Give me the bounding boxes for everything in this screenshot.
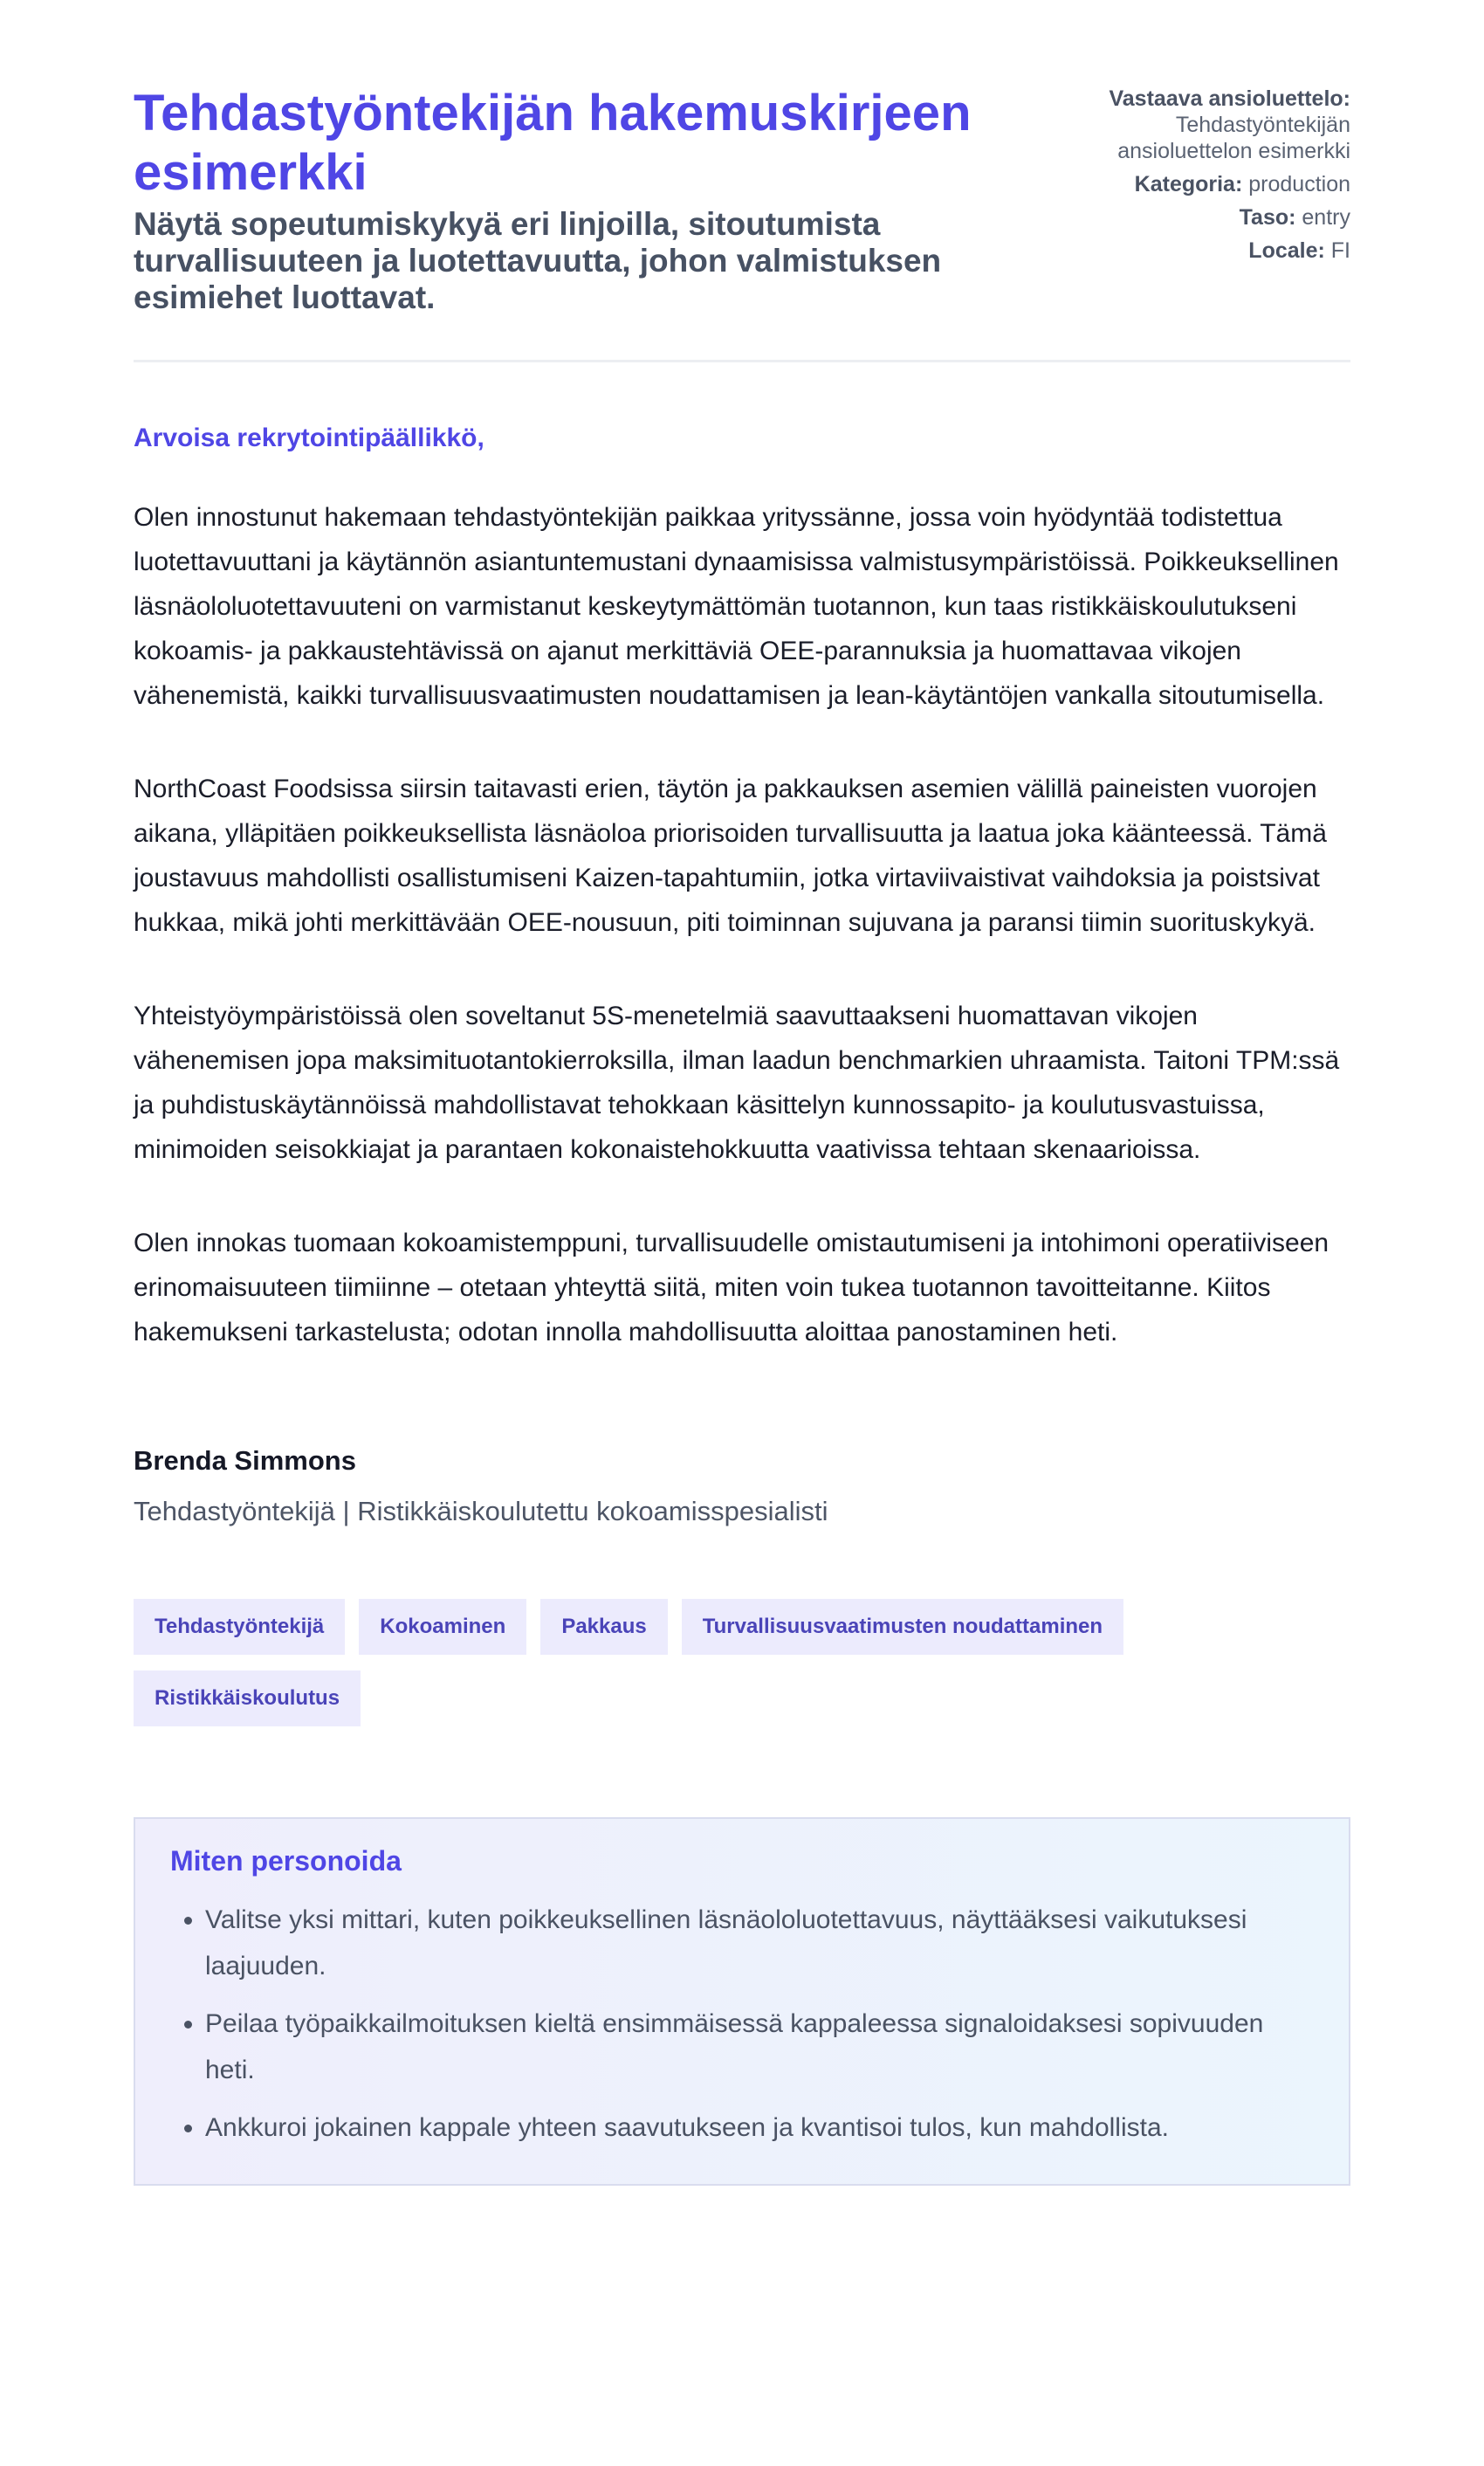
meta-locale (1062, 238, 1350, 264)
page-title: Tehdastyöntekijän hakemuskirjeen esimerkki (134, 85, 972, 201)
tip-item: • Ankkuroi jokainen kappale yhteen saavutukseen ja kvantisoi tulos, kun mahdollista. (205, 2104, 1314, 2151)
tip-item: • Valitse yksi mittari, kuten poikkeuksellinen läsnäololuotettavuus, näyttääksesi vaikutuksesi laajuuden. (205, 1897, 1314, 1989)
meta-category-value: production (1248, 172, 1350, 196)
meta-category-label: Kategoria: (1134, 172, 1243, 196)
tips-list (170, 1897, 1314, 2151)
letter-paragraph: Olen innokas tuomaan kokoamistemppuni, turvallisuudelle omistautumiseni ja intohimoni operatiiviseen erinomaisuuteen tiimiinne – otetaan yhteyttä siitä, miten voin tukea tuotannon tavoitteitanne. Kiitos hakemukseni tarkastelusta; odotan innolla mahdollisuutta aloittaa panostaminen heti. (134, 1229, 1329, 1347)
tip-item: • Peilaa työpaikkailmoituksen kieltä ensimmäisessä kappaleessa signaloidaksesi sopivuuden heti. (205, 2001, 1314, 2093)
tag-chip[interactable]: Pakkaus (540, 1599, 667, 1655)
letter-greeting: Arvoisa rekrytointipäällikkö, (134, 424, 484, 452)
page-header (134, 84, 1350, 362)
tag-chip[interactable]: Turvallisuusvaatimusten noudattaminen (682, 1599, 1123, 1655)
meta-level (1062, 204, 1350, 231)
personalization-tips-box (134, 1817, 1350, 2186)
tag-chip[interactable]: Kokoaminen (359, 1599, 526, 1655)
tag-list (134, 1599, 1350, 1726)
letter-paragraph: Yhteistyöympäristöissä olen soveltanut 5S-menetelmiä saavuttaakseni huomattavan vikojen vähenemisen jopa maksimituotantokierroksilla, ilman laadun benchmarkien uhraamista. Taitoni TPM:ssä ja puhdistuskäytännöissä mahdollistavat tehokkaan käsittelyn kunnossapito- ja koulutusvastuissa, minimoiden seisokkiajat ja parantaen kokonaistehokkuutta vaativissa tehtaan skenaarioissa. (134, 1002, 1340, 1164)
meta-level-value: entry (1302, 205, 1350, 230)
letter-body (134, 495, 1350, 1354)
meta-resume-label: Vastaava ansioluettelo: (1109, 86, 1350, 111)
signature-title: Tehdastyöntekijä | Ristikkäiskoulutettu kokoamisspesialisti (134, 1496, 828, 1526)
meta-locale-label: Locale: (1248, 238, 1325, 263)
meta-category (1062, 171, 1350, 197)
meta-locale-value: FI (1330, 238, 1350, 263)
meta-matching-resume (1062, 86, 1350, 164)
meta-resume-link[interactable]: Tehdastyöntekijän ansioluettelon esimerkki (1117, 113, 1350, 163)
letter-paragraph: NorthCoast Foodsissa siirsin taitavasti erien, täytön ja pakkauksen asemien välillä paineisten vuorojen aikana, ylläpitäen poikkeuksellista läsnäoloa priorisoiden turvallisuutta ja laatua joka käänteessä. Tämä joustavuus mahdollisti osallistumiseni Kaizen-tapahtumiin, jotka virtaviivaistivat vaihdoksia ja poistsivat hukkaa, mikä johti merkittävään OEE-nousuun, piti toiminnan sujuvana ja paransi tiimin suorituskykyä. (134, 775, 1327, 937)
letter-paragraph: Olen innostunut hakemaan tehdastyöntekijän paikkaa yrityssänne, jossa voin hyödyntää todistettua luotettavuuttani ja käytännön asiantuntemustani dynaamisissa valmistusympäristöissä. Poikkeuksellinen läsnäololuotettavuuteni on varmistanut keskeytymättömän tuotannon, kun taas ristikkäiskoulutukseni kokoamis- ja pakkaustehtävissä on ajanut merkittäviä OEE-parannuksia ja huomattavaa vikojen vähenemistä, kaikki turvallisuusvaatimusten noudattamisen ja lean-käytäntöjen vankalla sitoutumisella. (134, 503, 1339, 710)
page-subtitle: Näytä sopeutumiskykyä eri linjoilla, sitoutumista turvallisuuteen ja luotettavuutta, johon valmistuksen esimiehet luottavat. (134, 206, 942, 315)
meta-level-label: Taso: (1239, 205, 1296, 230)
tag-chip[interactable]: Tehdastyöntekijä (134, 1599, 345, 1655)
signature-block (134, 1445, 1350, 1527)
tag-chip[interactable]: Ristikkäiskoulutus (134, 1670, 361, 1726)
metadata-panel (1062, 84, 1350, 271)
signature-name: Brenda Simmons (134, 1445, 356, 1476)
tips-heading: Miten personoida (170, 1845, 402, 1877)
header-title-block (134, 84, 1007, 316)
